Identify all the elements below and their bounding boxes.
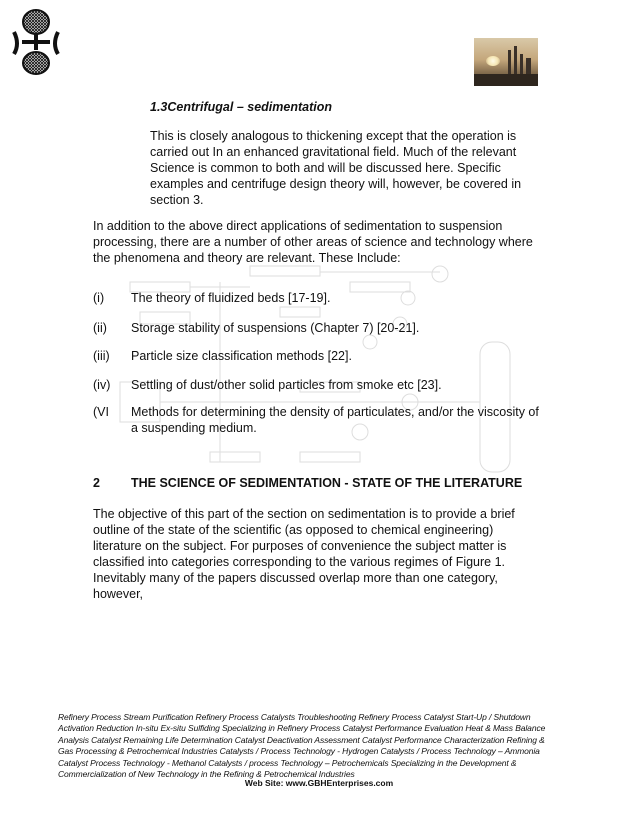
list-item-number: (VI — [93, 405, 109, 419]
list-item-text: Particle size classification methods [22]. — [131, 349, 352, 363]
list-item-text: The theory of fluidized beds [17-19]. — [131, 291, 331, 305]
list-item-text: Storage stability of suspensions (Chapter 7) [20-21]. — [131, 321, 420, 335]
company-logo — [12, 6, 60, 78]
list-item-text: Methods for determining the density of particulates, and/or the viscosity of a suspending medium. — [131, 405, 539, 435]
section-2-paragraph: The objective of this part of the section on sedimentation is to provide a brief outline of the state of the scientific (as opposed to chemical engineering) literature on the subject. For purposes of convenience the subject matter is classified into categories corresponding to the various regimes of Figure 1. Inevitably many of the papers discussed overlap more than one category, however, — [93, 507, 515, 601]
list-item-number: (ii) — [93, 321, 107, 335]
list-item-number: (iii) — [93, 349, 110, 363]
section-2-title: THE SCIENCE OF SEDIMENTATION - STATE OF THE LITERATURE — [131, 476, 523, 490]
section-2-number: 2 — [93, 476, 100, 490]
section-1-3-heading: 1.3Centrifugal – sedimentation — [150, 100, 332, 114]
footer-services-text: Refinery Process Stream Purification Refinery Process Catalysts Troubleshooting Refinery Process Catalyst Start-Up / Shutdown Activation Reduction In-situ Ex-situ Sulfiding Specializing in Refinery Process Catalyst Performance Evaluation Heat & Mass Balance Analysis Catalyst Remaining Life Determination Catalyst Deactivation Assessment Catalyst Performance Characterization Refining & Gas Processing & Petrochemical Industries Catalysts / Process Technology - Hydrogen Catalysts / Process Technology – Ammonia Catalyst Process Technology - Methanol Catalysts / process Technology – Petrochemicals Specializing in the Development & Commercialization of New Technology in the Refining & Petrochemical Industries — [58, 712, 546, 780]
section-1-3-paragraph: This is closely analogous to thickening except that the operation is carried out In an enhanced gravitational field. Much of the relevant Science is common to both and will be discussed here. Specific examples and centrifuge design theory will, however, be covered in section 3. — [150, 129, 522, 207]
list-item-number: (i) — [93, 291, 105, 305]
intro-paragraph: In addition to the above direct applications of sedimentation to suspension processing, there are a number of other areas of science and technology where the phenomena and theory are relevant. These Include: — [93, 219, 533, 265]
refinery-photo — [474, 38, 538, 86]
list-item-number: (iv) — [93, 378, 111, 392]
footer-website[interactable]: Web Site: www.GBHEnterprises.com — [244, 778, 394, 788]
list-item-text: Settling of dust/other solid particles from smoke etc [23]. — [131, 378, 442, 392]
